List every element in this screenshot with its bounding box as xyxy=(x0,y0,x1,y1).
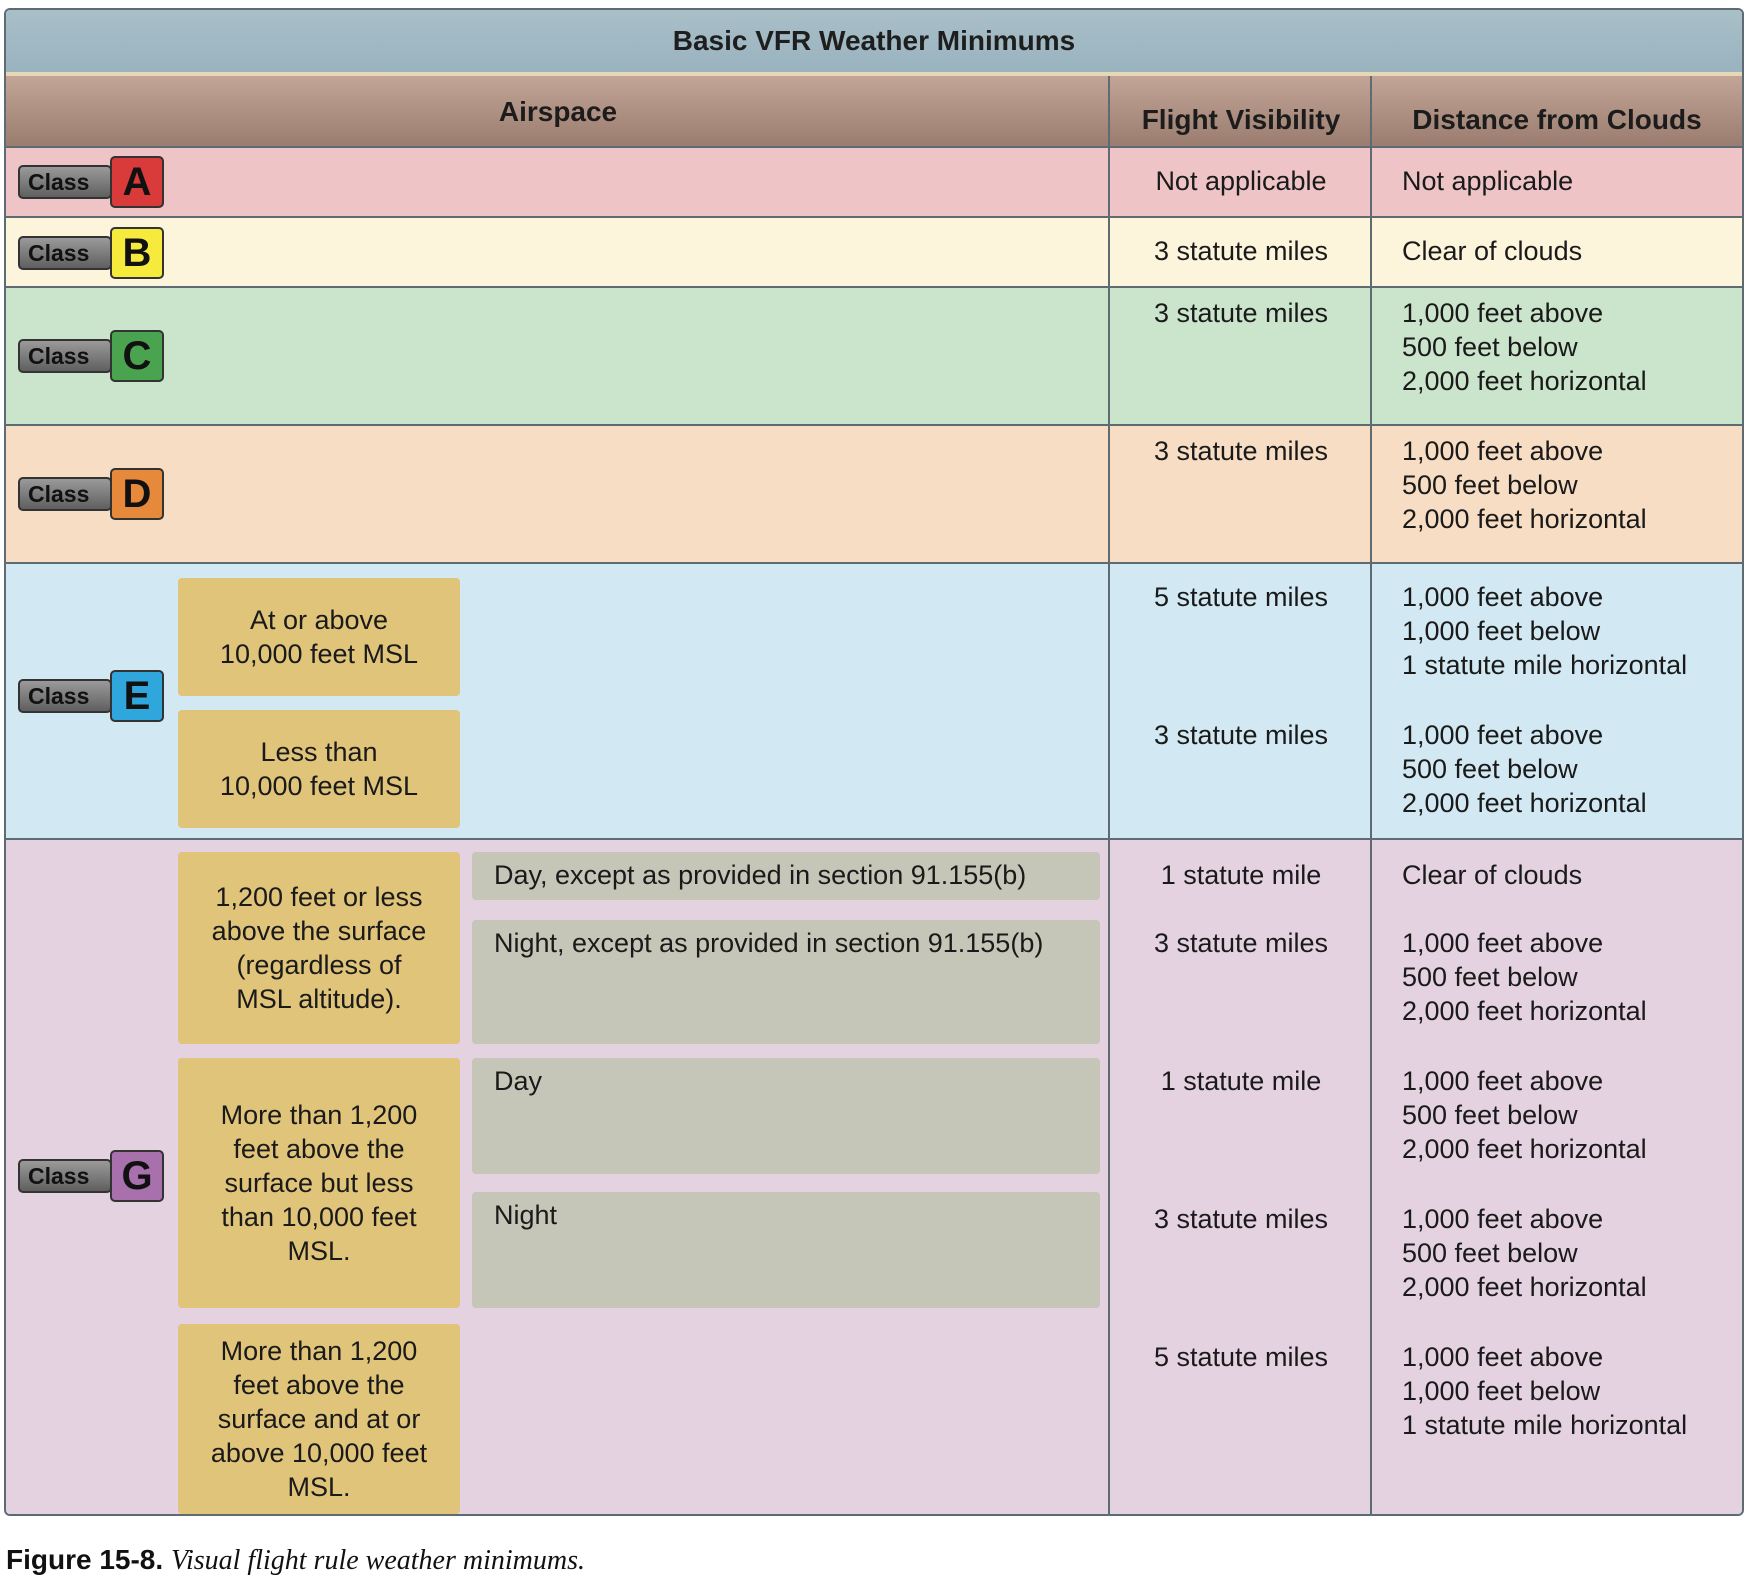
class-label: Class xyxy=(18,165,112,199)
class-label: Class xyxy=(18,339,112,373)
table-title: Basic VFR Weather Minimums xyxy=(6,10,1742,76)
class-label: Class xyxy=(18,679,112,713)
class-label: Class xyxy=(18,236,112,270)
class-g-condition-box: Day, except as provided in section 91.155(b) xyxy=(472,852,1100,900)
class-b-visibility: 3 statute miles xyxy=(1153,236,1329,266)
class-g-condition-box: Day xyxy=(472,1058,1100,1174)
caption-text: Visual flight rule weather minimums. xyxy=(170,1545,585,1576)
class-a-visibility: Not applicable xyxy=(1155,166,1327,196)
class-e-distance: 1,000 feet above 500 feet below 2,000 feet horizontal xyxy=(1402,720,1647,818)
column-divider xyxy=(1108,76,1110,1516)
class-g-distance: 1,000 feet above 1,000 feet below 1 statute mile horizontal xyxy=(1402,1342,1688,1440)
class-g-distance: 1,000 feet above 500 feet below 2,000 feet horizontal xyxy=(1402,1066,1647,1164)
visibility-header: Flight Visibility xyxy=(1141,104,1341,135)
caption-label: Figure 15-8. xyxy=(6,1544,164,1575)
class-g-distance: Clear of clouds xyxy=(1402,860,1583,890)
class-e-visibility: 5 statute miles xyxy=(1153,582,1329,612)
class-b-badge xyxy=(18,227,164,279)
airspace-header: Airspace xyxy=(498,96,618,127)
class-letter-e: E xyxy=(110,670,164,722)
class-e-altitude-box: Less than 10,000 feet MSL xyxy=(178,710,460,828)
class-g-visibility: 1 statute mile xyxy=(1160,1066,1322,1096)
class-d-visibility: 3 statute miles xyxy=(1153,436,1329,466)
class-label: Class xyxy=(18,477,112,511)
class-d-row xyxy=(6,426,1742,564)
class-a-distance: Not applicable xyxy=(1402,166,1574,196)
class-letter-a: A xyxy=(110,156,164,208)
column-divider xyxy=(1370,76,1372,1516)
class-g-altitude-box: More than 1,200 feet above the surface and at or above 10,000 feet MSL. xyxy=(178,1324,460,1514)
class-g-visibility: 5 statute miles xyxy=(1153,1342,1329,1372)
class-e-visibility: 3 statute miles xyxy=(1153,720,1329,750)
class-b-distance: Clear of clouds xyxy=(1402,236,1583,266)
class-e-altitude-box: At or above 10,000 feet MSL xyxy=(178,578,460,696)
class-letter-d: D xyxy=(110,468,164,520)
class-letter-c: C xyxy=(110,330,164,382)
class-g-altitude-box: 1,200 feet or less above the surface (regardless of MSL altitude). xyxy=(178,852,460,1044)
distance-header: Distance from Clouds xyxy=(1412,104,1702,135)
class-c-badge xyxy=(18,330,164,382)
vfr-minimums-table xyxy=(4,8,1744,1516)
class-d-badge xyxy=(18,468,164,520)
class-c-distance: 1,000 feet above 500 feet below 2,000 feet horizontal xyxy=(1402,298,1647,396)
class-g-visibility: 1 statute mile xyxy=(1160,860,1322,890)
class-letter-g: G xyxy=(110,1150,164,1202)
class-g-altitude-box: More than 1,200 feet above the surface but less than 10,000 feet MSL. xyxy=(178,1058,460,1308)
class-e-distance: 1,000 feet above 1,000 feet below 1 statute mile horizontal xyxy=(1402,582,1688,680)
class-g-visibility: 3 statute miles xyxy=(1153,1204,1329,1234)
class-c-row xyxy=(6,288,1742,426)
class-e-badge xyxy=(18,670,164,722)
class-g-condition-box: Night, except as provided in section 91.155(b) xyxy=(472,920,1100,1044)
class-a-badge xyxy=(18,156,164,208)
class-label: Class xyxy=(18,1159,112,1193)
class-g-distance: 1,000 feet above 500 feet below 2,000 feet horizontal xyxy=(1402,1204,1647,1302)
figure-caption xyxy=(6,1544,585,1577)
column-header-row xyxy=(6,76,1742,148)
class-letter-b: B xyxy=(110,227,164,279)
class-g-visibility: 3 statute miles xyxy=(1153,928,1329,958)
class-e-row xyxy=(6,564,1742,840)
class-g-condition-box: Night xyxy=(472,1192,1100,1308)
class-d-distance: 1,000 feet above 500 feet below 2,000 feet horizontal xyxy=(1402,436,1647,534)
class-g-distance: 1,000 feet above 500 feet below 2,000 feet horizontal xyxy=(1402,928,1647,1026)
class-g-row xyxy=(6,840,1742,1516)
class-g-badge xyxy=(18,1150,164,1202)
class-b-row xyxy=(6,218,1742,288)
class-a-row xyxy=(6,148,1742,218)
class-c-visibility: 3 statute miles xyxy=(1153,298,1329,328)
